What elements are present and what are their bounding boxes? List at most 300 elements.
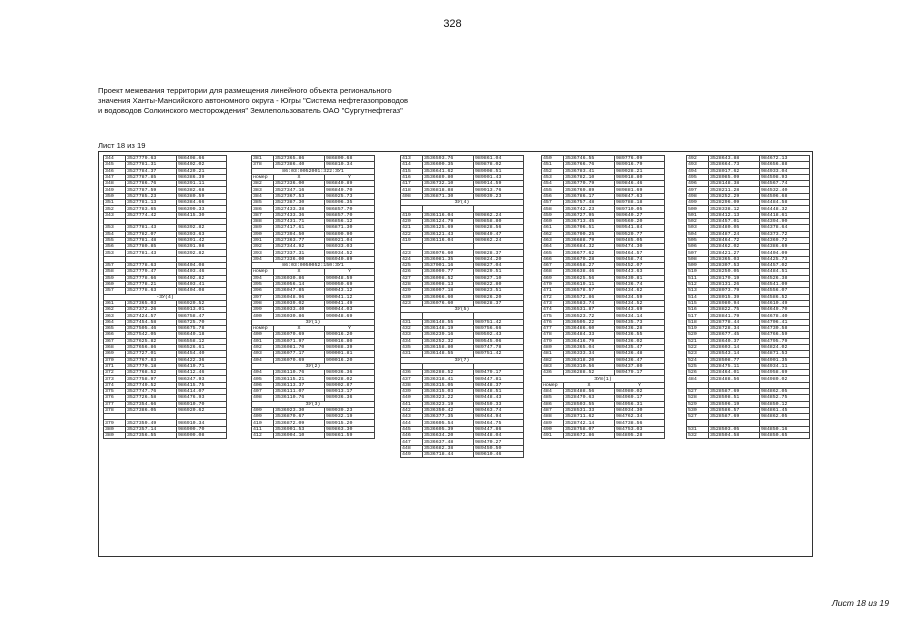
y-coordinate-cell: 989520.77	[615, 231, 665, 237]
point-number-cell: 350	[104, 193, 126, 199]
y-coordinate-cell: 986909.08	[177, 433, 227, 439]
y-coordinate-cell: 989928.02	[325, 376, 375, 382]
x-coordinate-cell: 3528603.14	[709, 344, 760, 350]
x-coordinate-cell: 3536377.35	[423, 414, 474, 420]
x-coordinate-cell: 3536531.87	[564, 307, 615, 313]
y-coordinate-cell: 989823.51	[474, 288, 524, 294]
x-coordinate-cell: 3536605.39	[423, 426, 474, 432]
x-coordinate-cell: 3527782.07	[126, 231, 177, 237]
x-coordinate-cell: 3527542.05	[126, 332, 177, 338]
y-coordinate-cell: 984933.04	[760, 168, 810, 174]
x-coordinate-cell: 3528307.53	[709, 263, 760, 269]
y-coordinate-cell: 989788.18	[615, 200, 665, 206]
coordinates-table-5	[686, 155, 810, 439]
x-coordinate-cell: 3536030.86	[274, 275, 325, 281]
point-number-cell: 462	[542, 231, 564, 237]
table-row	[687, 433, 810, 439]
point-number-cell: 377	[104, 401, 126, 407]
x-coordinate-cell: 3527386.40	[274, 162, 325, 168]
x-coordinate-cell: 3536365.04	[564, 344, 615, 350]
point-number-cell: 415	[401, 168, 423, 174]
point-number-cell: 394	[252, 275, 274, 281]
title-line: Проект межевания территории для размещения линейного объекта регионального	[98, 86, 392, 95]
parcel-label-cell: ЗУ(3)	[252, 401, 375, 407]
y-coordinate-cell: 984610.49	[760, 300, 810, 306]
x-coordinate-cell: 3528758.07	[564, 426, 615, 432]
x-coordinate-cell: 3527363.77	[274, 237, 325, 243]
x-coordinate-cell: 3536684.32	[564, 244, 615, 250]
x-coordinate-cell: 3536310.56	[564, 363, 615, 369]
point-number-cell: 375	[104, 388, 126, 394]
y-coordinate-cell: 989450.50	[474, 445, 524, 451]
point-number-cell: 463	[542, 237, 564, 243]
parcel-label-cell: ЗУ(5)	[401, 307, 524, 313]
point-number-cell: 379	[104, 420, 126, 426]
x-coordinate-cell: 3527727.01	[126, 351, 177, 357]
y-coordinate-cell: 984448.32	[760, 206, 810, 212]
y-coordinate-cell: 984958.69	[760, 370, 810, 376]
x-coordinate-cell: 3536033.40	[274, 307, 325, 313]
point-number-cell: 357	[104, 263, 126, 269]
x-coordinate-cell: 3528073.79	[709, 288, 760, 294]
x-coordinate-cell: 3536288.52	[564, 370, 615, 376]
y-coordinate-cell: 990050.69	[325, 281, 375, 287]
x-coordinate-cell: 3527781.43	[126, 225, 177, 231]
x-coordinate-cell: 3528488.56	[564, 388, 615, 394]
x-coordinate-cell: 3527386.05	[126, 407, 177, 413]
x-coordinate-cell: 3536098.13	[423, 281, 474, 287]
point-number-cell: 378	[104, 407, 126, 413]
y-coordinate-cell: 986913.01	[177, 307, 227, 313]
y-coordinate-cell: 989846.46	[615, 181, 665, 187]
y-coordinate-cell: 989916.79	[615, 162, 665, 168]
x-coordinate-cell: 3527505.46	[126, 326, 177, 332]
point-number-cell: 527	[687, 388, 709, 394]
point-number-cell: 358	[104, 269, 126, 275]
point-number-cell: 413	[401, 156, 423, 162]
x-coordinate-cell: 3528503.05	[709, 426, 760, 432]
y-coordinate-cell: 986675.78	[177, 326, 227, 332]
y-coordinate-cell: 984901.35	[760, 357, 810, 363]
y-coordinate-cell: 989459.33	[474, 401, 524, 407]
point-number-cell: 381	[252, 156, 274, 162]
point-number-cell: 483	[542, 363, 564, 369]
point-number-cell: 436	[542, 370, 564, 376]
point-number-cell: 433	[401, 332, 423, 338]
y-coordinate-cell: 989479.17	[615, 370, 665, 376]
x-coordinate-cell: 3527625.82	[126, 338, 177, 344]
x-coordinate-cell: 3528421.27	[709, 250, 760, 256]
y-coordinate-cell: 989569.20	[615, 218, 665, 224]
column-header-y: Y	[615, 382, 665, 388]
x-coordinate-cell: 3527336.00	[274, 181, 325, 187]
y-coordinate-cell: 989710.05	[615, 206, 665, 212]
x-coordinate-cell: 3536641.62	[423, 168, 474, 174]
column-header-x: X	[274, 174, 325, 180]
y-coordinate-cell: 989828.37	[474, 300, 524, 306]
x-coordinate-cell: 3536097.18	[423, 288, 474, 294]
y-coordinate-cell: 989914.59	[474, 181, 524, 187]
y-coordinate-cell: 984766.59	[760, 332, 810, 338]
point-number-cell: 509	[687, 263, 709, 269]
x-coordinate-cell: 3528085.09	[709, 174, 760, 180]
point-number-cell: 471	[542, 288, 564, 294]
point-number-cell: 353	[104, 225, 126, 231]
y-coordinate-cell: 989443.63	[615, 269, 665, 275]
y-coordinate-cell: 989824.20	[474, 256, 524, 262]
point-number-cell: 401	[252, 338, 274, 344]
table-row	[401, 451, 524, 457]
coordinates-table-1	[103, 155, 227, 439]
x-coordinate-cell: 3528148.38	[709, 181, 760, 187]
point-number-cell: 524	[687, 357, 709, 363]
point-number-cell: 503	[687, 225, 709, 231]
point-number-cell: 487	[542, 407, 564, 413]
point-number-cell: 528	[687, 395, 709, 401]
x-coordinate-cell: 3536923.30	[274, 407, 325, 413]
point-number-cell: 447	[401, 439, 423, 445]
y-coordinate-cell: 989776.09	[615, 156, 665, 162]
y-coordinate-cell: 989436.48	[615, 351, 665, 357]
y-coordinate-cell: 986412.46	[177, 370, 227, 376]
point-number-cell: 484	[687, 376, 709, 382]
x-coordinate-cell: 3536047.85	[274, 288, 325, 294]
x-coordinate-cell: 3527778.66	[126, 275, 177, 281]
x-coordinate-cell: 3528711.62	[564, 414, 615, 420]
y-coordinate-cell: 984969.17	[615, 395, 665, 401]
parcel-label-cell: ЗУ8(1)	[542, 376, 665, 382]
x-coordinate-cell: 3536786.17	[564, 193, 615, 199]
x-coordinate-cell: 3528457.01	[709, 218, 760, 224]
point-number-cell: 520	[687, 332, 709, 338]
parcel-label-cell: ЗУ(4)	[401, 200, 524, 206]
y-coordinate-cell: 986415.75	[177, 382, 227, 388]
x-coordinate-cell: 3536048.96	[274, 294, 325, 300]
point-number-cell: 369	[104, 351, 126, 357]
y-coordinate-cell: 989448.04	[474, 433, 524, 439]
x-coordinate-cell: 3536572.86	[564, 294, 615, 300]
y-coordinate-cell: 986920.62	[177, 407, 227, 413]
column-header-number: номер	[252, 326, 274, 332]
y-coordinate-cell: 984672.13	[760, 156, 810, 162]
x-coordinate-cell: 3536125.69	[423, 225, 474, 231]
y-coordinate-cell: 989988.39	[325, 344, 375, 350]
y-coordinate-cell: 984418.61	[760, 212, 810, 218]
y-coordinate-cell: 984484.58	[760, 200, 810, 206]
y-coordinate-cell: 989827.10	[474, 275, 524, 281]
y-coordinate-cell: 989756.66	[474, 326, 524, 332]
point-number-cell: 431	[401, 351, 423, 357]
x-coordinate-cell: 3527779.47	[126, 269, 177, 275]
x-coordinate-cell: 3527337.31	[274, 250, 325, 256]
point-number-cell: 357	[104, 288, 126, 294]
y-coordinate-cell: 989434.14	[615, 313, 665, 319]
y-coordinate-cell: 989939.23	[325, 407, 375, 413]
point-number-cell: 511	[687, 275, 709, 281]
y-coordinate-cell: 989829.51	[474, 269, 524, 275]
x-coordinate-cell: 3527767.83	[126, 357, 177, 363]
point-number-cell: 461	[542, 225, 564, 231]
x-coordinate-cell: 3528508.77	[709, 357, 760, 363]
point-number-cell: 444	[401, 420, 423, 426]
x-coordinate-cell: 3536904.10	[274, 433, 325, 439]
x-coordinate-cell: 3536727.95	[564, 212, 615, 218]
parcel-label-cell: ЗУ(7)	[401, 357, 524, 363]
x-coordinate-cell: 3527747.76	[126, 388, 177, 394]
point-number-cell: 391	[252, 237, 274, 243]
x-coordinate-cell: 3528504.58	[709, 433, 760, 439]
x-coordinate-cell: 3528596.19	[709, 401, 760, 407]
point-number-cell: 430	[401, 294, 423, 300]
point-number-cell: 418	[401, 187, 423, 193]
point-number-cell: 504	[687, 231, 709, 237]
point-number-cell: 360	[104, 281, 126, 287]
x-coordinate-cell: 3536682.38	[423, 445, 474, 451]
y-coordinate-cell: 984852.75	[760, 395, 810, 401]
x-coordinate-cell: 3528464.01	[709, 370, 760, 376]
column-header-y: Y	[325, 269, 375, 275]
point-number-cell: 417	[401, 181, 423, 187]
y-coordinate-cell: 989862.24	[474, 237, 524, 243]
point-number-cell: 343	[104, 212, 126, 218]
x-coordinate-cell: 3536076.60	[423, 250, 474, 256]
point-number-cell: 427	[401, 275, 423, 281]
x-coordinate-cell: 3528778.44	[709, 319, 760, 325]
y-coordinate-cell: 986399.33	[177, 206, 227, 212]
point-number-cell: 474	[542, 307, 564, 313]
point-number-cell: 453	[542, 174, 564, 180]
x-coordinate-cell: 3536625.56	[564, 275, 615, 281]
parcel-label-cell: 86:03:0052001:322:ЗУ1	[252, 168, 375, 174]
y-coordinate-cell: 986725.70	[177, 319, 227, 325]
point-number-cell: 468	[542, 269, 564, 275]
point-number-cell: 367	[104, 338, 126, 344]
point-number-cell: 529	[687, 401, 709, 407]
point-number-cell: 385	[252, 200, 274, 206]
point-number-cell: 397	[252, 294, 274, 300]
point-number-cell: 457	[542, 200, 564, 206]
point-number-cell: 372	[104, 370, 126, 376]
x-coordinate-cell: 3528640.37	[709, 338, 760, 344]
column-header-x: X	[274, 326, 325, 332]
point-number-cell: 425	[401, 263, 423, 269]
x-coordinate-cell: 3536115.21	[274, 376, 325, 382]
x-coordinate-cell: 3536323.22	[423, 395, 474, 401]
x-coordinate-cell: 3536350.42	[423, 407, 474, 413]
point-number-cell: 434	[401, 338, 423, 344]
y-coordinate-cell: 989862.24	[474, 212, 524, 218]
y-coordinate-cell: 984895.28	[615, 433, 665, 439]
point-number-cell: 448	[401, 445, 423, 451]
x-coordinate-cell: 3527780.85	[126, 244, 177, 250]
point-number-cell: 408	[401, 193, 423, 199]
x-coordinate-cell: 3536116.04	[423, 237, 474, 243]
point-number-cell: 507	[687, 250, 709, 256]
column-header-number: номер	[252, 174, 274, 180]
x-coordinate-cell: 3527417.61	[274, 225, 325, 231]
y-coordinate-cell: 989447.81	[474, 376, 524, 382]
point-number-cell: 519	[687, 326, 709, 332]
y-coordinate-cell: 989436.28	[615, 326, 665, 332]
y-coordinate-cell: 989458.74	[615, 256, 665, 262]
point-number-cell: 488	[542, 414, 564, 420]
point-number-cell: 530	[687, 407, 709, 413]
y-coordinate-cell: 986403.41	[177, 281, 227, 287]
y-coordinate-cell: 984598.93	[760, 174, 810, 180]
point-number-cell: 378	[252, 162, 274, 168]
y-coordinate-cell: 986393.63	[177, 231, 227, 237]
y-coordinate-cell: 989463.74	[474, 407, 524, 413]
x-coordinate-cell: 3536486.60	[564, 326, 615, 332]
coordinates-table-4	[541, 155, 665, 439]
x-coordinate-cell: 3536110.76	[274, 395, 325, 401]
point-number-cell: 482	[542, 357, 564, 363]
y-coordinate-cell: 986909.70	[177, 426, 227, 432]
column-header-number: номер	[252, 269, 274, 275]
point-number-cell: 480	[542, 344, 564, 350]
point-number-cell: 419	[401, 212, 423, 218]
x-coordinate-cell: 3527656.86	[126, 344, 177, 350]
point-number-cell: 416	[401, 174, 423, 180]
y-coordinate-cell: 984404.09	[760, 250, 810, 256]
x-coordinate-cell: 3527387.30	[274, 200, 325, 206]
y-coordinate-cell: 986404.08	[177, 263, 227, 269]
y-coordinate-cell: 984394.90	[760, 218, 810, 224]
point-number-cell: 411	[252, 426, 274, 432]
point-number-cell: 459	[542, 212, 564, 218]
point-number-cell: 353	[104, 250, 126, 256]
point-number-cell: 400	[252, 332, 274, 338]
x-coordinate-cell: 3536116.04	[423, 212, 474, 218]
y-coordinate-cell: 986849.70	[325, 187, 375, 193]
x-coordinate-cell: 3536769.89	[564, 187, 615, 193]
x-coordinate-cell: 3536700.25	[564, 231, 615, 237]
x-coordinate-cell: 3528480.05	[709, 225, 760, 231]
point-number-cell: 460	[542, 218, 564, 224]
x-coordinate-cell: 3527768.52	[126, 370, 177, 376]
y-coordinate-cell: 984862.05	[760, 414, 810, 420]
x-coordinate-cell: 3536066.60	[423, 294, 474, 300]
x-coordinate-cell: 3536770.79	[564, 181, 615, 187]
point-number-cell: 525	[687, 363, 709, 369]
point-number-cell: 399	[252, 307, 274, 313]
x-coordinate-cell: 3536706.51	[564, 225, 615, 231]
y-coordinate-cell: 989443.69	[615, 307, 665, 313]
x-coordinate-cell: 3528822.75	[709, 307, 760, 313]
x-coordinate-cell: 3527344.92	[274, 244, 325, 250]
coordinates-table-2	[251, 155, 375, 439]
point-number-cell: 479	[542, 338, 564, 344]
x-coordinate-cell: 3528170.19	[709, 275, 760, 281]
y-coordinate-cell: 984738.56	[615, 420, 665, 426]
y-coordinate-cell: 986933.03	[325, 244, 375, 250]
y-coordinate-cell: 984871.53	[760, 351, 810, 357]
x-coordinate-cell: 3528211.28	[709, 187, 760, 193]
x-coordinate-cell: 3527394.50	[274, 231, 325, 237]
point-number-cell: 356	[104, 244, 126, 250]
x-coordinate-cell: 3527774.42	[126, 212, 177, 218]
point-number-cell: 531	[687, 426, 709, 432]
x-coordinate-cell: 3527354.66	[126, 401, 177, 407]
y-coordinate-cell: 984795.79	[760, 338, 810, 344]
point-number-cell: 495	[687, 174, 709, 180]
x-coordinate-cell: 3528841.79	[709, 313, 760, 319]
x-coordinate-cell: 3528017.62	[709, 168, 760, 174]
point-number-cell: 501	[687, 212, 709, 218]
point-number-cell: 422	[401, 231, 423, 237]
y-coordinate-cell: 984824.02	[760, 344, 810, 350]
y-coordinate-cell: 986380.59	[177, 193, 227, 199]
y-coordinate-cell: 989918.80	[615, 174, 665, 180]
point-number-cell: 429	[401, 288, 423, 294]
y-coordinate-cell: 984956.31	[615, 401, 665, 407]
y-coordinate-cell: 986640.18	[177, 332, 227, 338]
y-coordinate-cell: 986386.39	[177, 174, 227, 180]
x-coordinate-cell: 3536872.09	[274, 420, 325, 426]
x-coordinate-cell: 3527786.76	[126, 181, 177, 187]
parcel-label-cell: ЗУ(2)	[252, 363, 375, 369]
y-coordinate-cell: 989436.55	[615, 332, 665, 338]
x-coordinate-cell: 3536870.67	[274, 414, 325, 420]
point-number-cell: 409	[252, 414, 274, 420]
x-coordinate-cell: 3527749.52	[126, 382, 177, 388]
y-coordinate-cell: 989913.17	[325, 388, 375, 394]
x-coordinate-cell: 3536505.22	[564, 319, 615, 325]
point-number-cell: 492	[687, 156, 709, 162]
x-coordinate-cell: 3528672.86	[564, 433, 615, 439]
parcel-label-cell: 86:03:0050052:150:ЗУ1	[252, 263, 375, 269]
point-number-cell: 485	[542, 395, 564, 401]
point-number-cell: 362	[104, 307, 126, 313]
point-number-cell: 484	[542, 388, 564, 394]
x-coordinate-cell: 3536077.17	[274, 351, 325, 357]
point-number-cell: 346	[104, 168, 126, 174]
x-coordinate-cell: 3527359.49	[126, 420, 177, 426]
column-header-y: Y	[325, 326, 375, 332]
y-coordinate-cell: 989928.21	[615, 168, 665, 174]
x-coordinate-cell: 3536634.20	[423, 433, 474, 439]
y-coordinate-cell: 990043.12	[325, 288, 375, 294]
y-coordinate-cell: 990041.12	[325, 294, 375, 300]
y-coordinate-cell: 986857.70	[325, 212, 375, 218]
x-coordinate-cell: 3536619.11	[564, 281, 615, 287]
y-coordinate-cell: 989452.07	[615, 263, 665, 269]
y-coordinate-cell: 984980.02	[760, 376, 810, 382]
x-coordinate-cell: 3527778.63	[126, 263, 177, 269]
y-coordinate-cell: 989828.56	[474, 225, 524, 231]
y-coordinate-cell: 989847.63	[615, 193, 665, 199]
y-coordinate-cell: 986871.30	[325, 225, 375, 231]
point-number-cell: 376	[104, 395, 126, 401]
x-coordinate-cell: 3536124.79	[423, 218, 474, 224]
x-coordinate-cell: 3536742.23	[564, 206, 615, 212]
y-coordinate-cell: 989902.87	[325, 382, 375, 388]
y-coordinate-cell: 986422.36	[177, 357, 227, 363]
x-coordinate-cell: 3527787.85	[126, 174, 177, 180]
point-number-cell: 472	[542, 294, 564, 300]
sheet-footer-label: Лист 18 из 19	[831, 598, 889, 608]
point-number-cell: 449	[401, 451, 423, 457]
y-coordinate-cell: 986920.52	[177, 300, 227, 306]
point-number-cell: 467	[542, 263, 564, 269]
point-number-cell: 403	[252, 351, 274, 357]
x-coordinate-cell: 3528296.09	[709, 200, 760, 206]
x-coordinate-cell: 3536113.37	[274, 382, 325, 388]
x-coordinate-cell: 3528470.63	[564, 395, 615, 401]
x-coordinate-cell: 3527365.86	[274, 156, 325, 162]
y-coordinate-cell: 989436.02	[615, 338, 665, 344]
point-number-cell: 454	[542, 181, 564, 187]
